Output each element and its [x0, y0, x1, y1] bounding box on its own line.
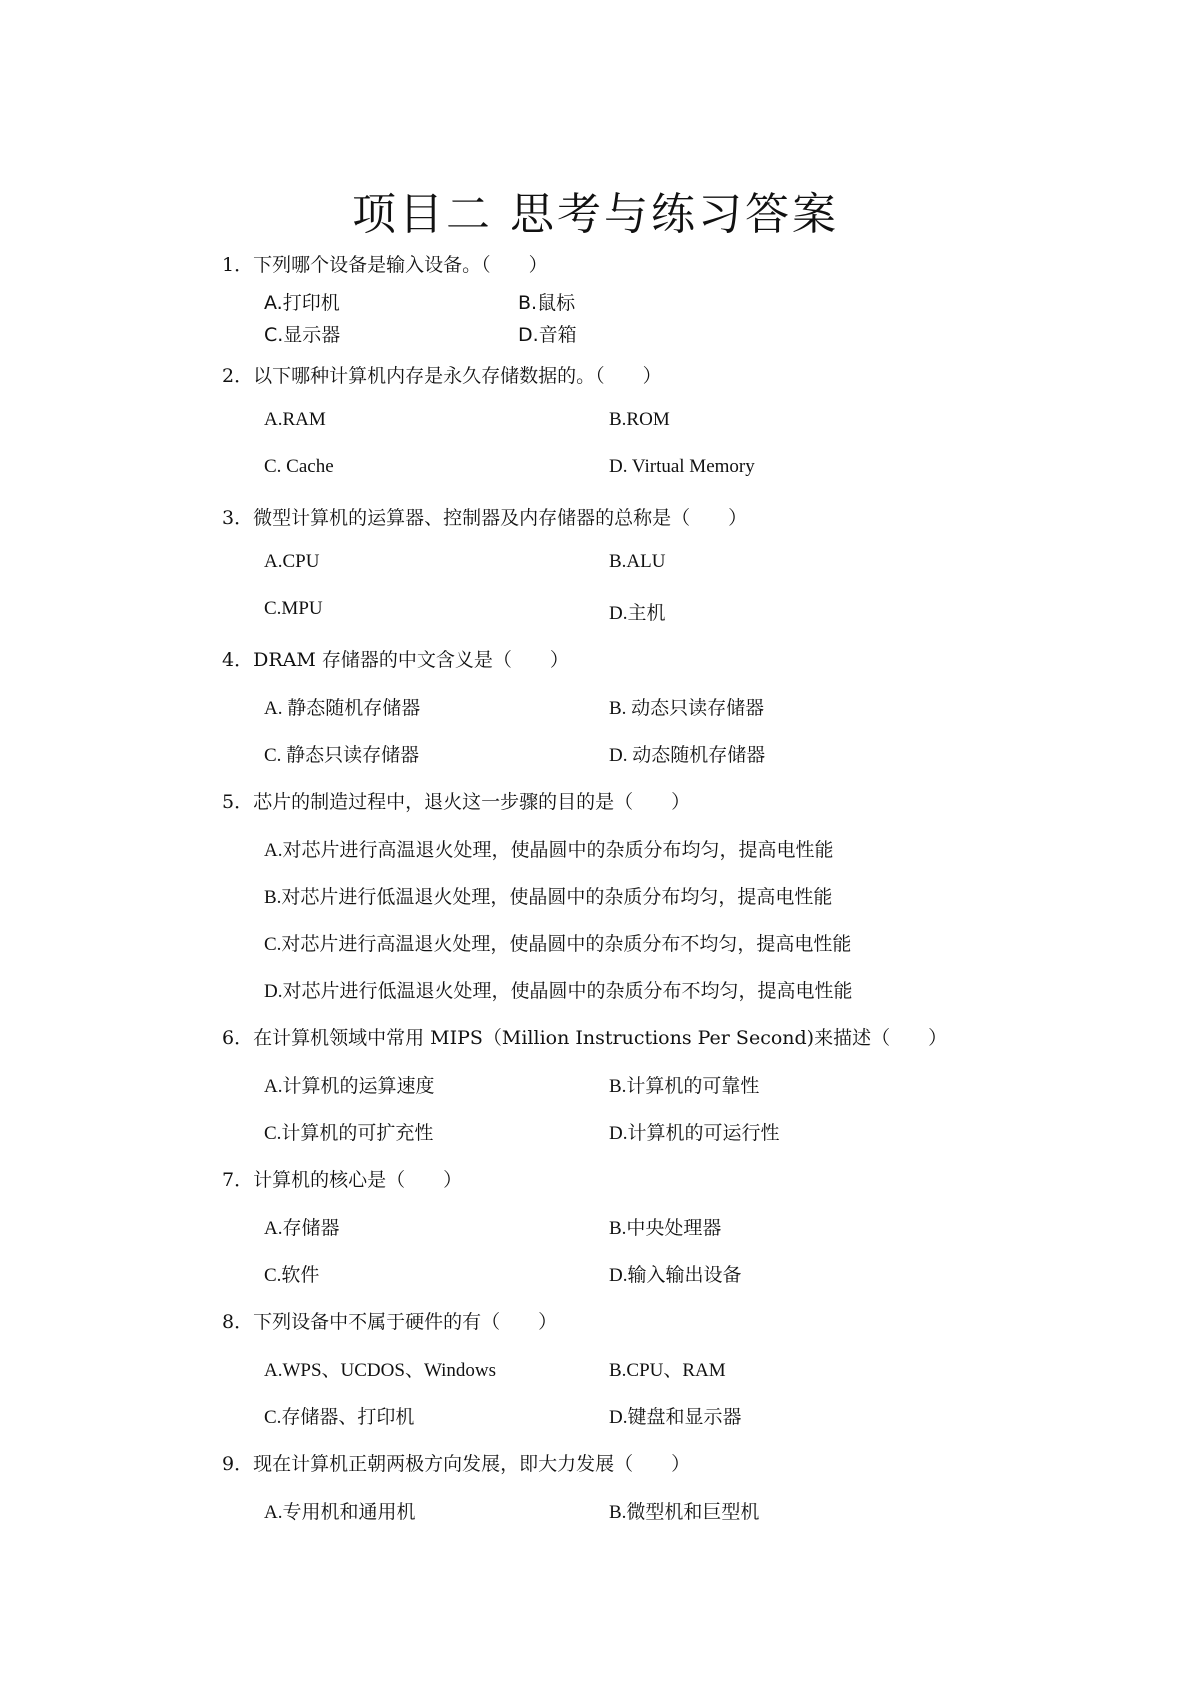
- option-5c: C.对芯片进行高温退火处理，使晶圆中的杂质分布不均匀，提高电性能: [264, 934, 852, 955]
- option-2a: A.RAM: [264, 409, 326, 430]
- question-3: 3．微型计算机的运算器、控制器及内存储器的总称是（ ）: [222, 507, 748, 529]
- option-3b: B.ALU: [609, 551, 666, 572]
- question-1: 1．下列哪个设备是输入设备。（ ）: [222, 254, 548, 276]
- question-2: 2．以下哪种计算机内存是永久存储数据的。（ ）: [222, 365, 662, 387]
- option-6b: B.计算机的可靠性: [609, 1076, 760, 1097]
- option-5a: A.对芯片进行高温退火处理，使晶圆中的杂质分布均匀，提高电性能: [264, 840, 834, 861]
- question-4: 4．DRAM 存储器的中文含义是（ ）: [222, 649, 569, 671]
- option-6a: A.计算机的运算速度: [264, 1076, 435, 1097]
- question-6: 6．在计算机领域中常用 MIPS（Million Instructions Per Second)来描述（ ）: [222, 1027, 948, 1049]
- option-1c: C.显示器: [264, 324, 341, 346]
- option-2c: C. Cache: [264, 456, 334, 477]
- question-5: 5．芯片的制造过程中，退火这一步骤的目的是（ ）: [222, 791, 691, 813]
- option-7d: D.输入输出设备: [609, 1265, 742, 1286]
- option-7c: C.软件: [264, 1265, 320, 1286]
- option-1b: B.鼠标: [518, 292, 576, 314]
- option-7a: A.存储器: [264, 1218, 340, 1239]
- option-4c: C. 静态只读存储器: [264, 745, 420, 766]
- option-8a: A.WPS、UCDOS、Windows: [264, 1360, 497, 1381]
- option-8d: D.键盘和显示器: [609, 1407, 742, 1428]
- option-6c: C.计算机的可扩充性: [264, 1123, 434, 1144]
- option-1a: A.打印机: [264, 292, 340, 314]
- option-4b: B. 动态只读存储器: [609, 698, 765, 719]
- option-1d: D.音箱: [518, 324, 577, 346]
- option-2b: B.ROM: [609, 409, 670, 430]
- option-5d: D.对芯片进行低温退火处理，使晶圆中的杂质分布不均匀，提高电性能: [264, 981, 853, 1002]
- option-2d: D. Virtual Memory: [609, 456, 755, 477]
- option-3c: C.MPU: [264, 598, 323, 619]
- option-8c: C.存储器、打印机: [264, 1407, 415, 1428]
- option-4a: A. 静态随机存储器: [264, 698, 421, 719]
- option-9b: B.微型机和巨型机: [609, 1502, 760, 1523]
- question-7: 7．计算机的核心是（ ）: [222, 1169, 463, 1191]
- option-3a: A.CPU: [264, 551, 320, 572]
- question-8: 8．下列设备中不属于硬件的有（ ）: [222, 1311, 558, 1333]
- option-3d: D.主机: [609, 603, 666, 624]
- option-7b: B.中央处理器: [609, 1218, 722, 1239]
- option-8b: B.CPU、RAM: [609, 1360, 726, 1381]
- option-5b: B.对芯片进行低温退火处理，使晶圆中的杂质分布均匀，提高电性能: [264, 887, 833, 908]
- option-6d: D.计算机的可运行性: [609, 1123, 780, 1144]
- question-9: 9．现在计算机正朝两极方向发展，即大力发展（ ）: [222, 1453, 691, 1475]
- option-4d: D. 动态随机存储器: [609, 745, 766, 766]
- option-9a: A.专用机和通用机: [264, 1502, 416, 1523]
- page-title: 项目二 思考与练习答案: [352, 189, 839, 240]
